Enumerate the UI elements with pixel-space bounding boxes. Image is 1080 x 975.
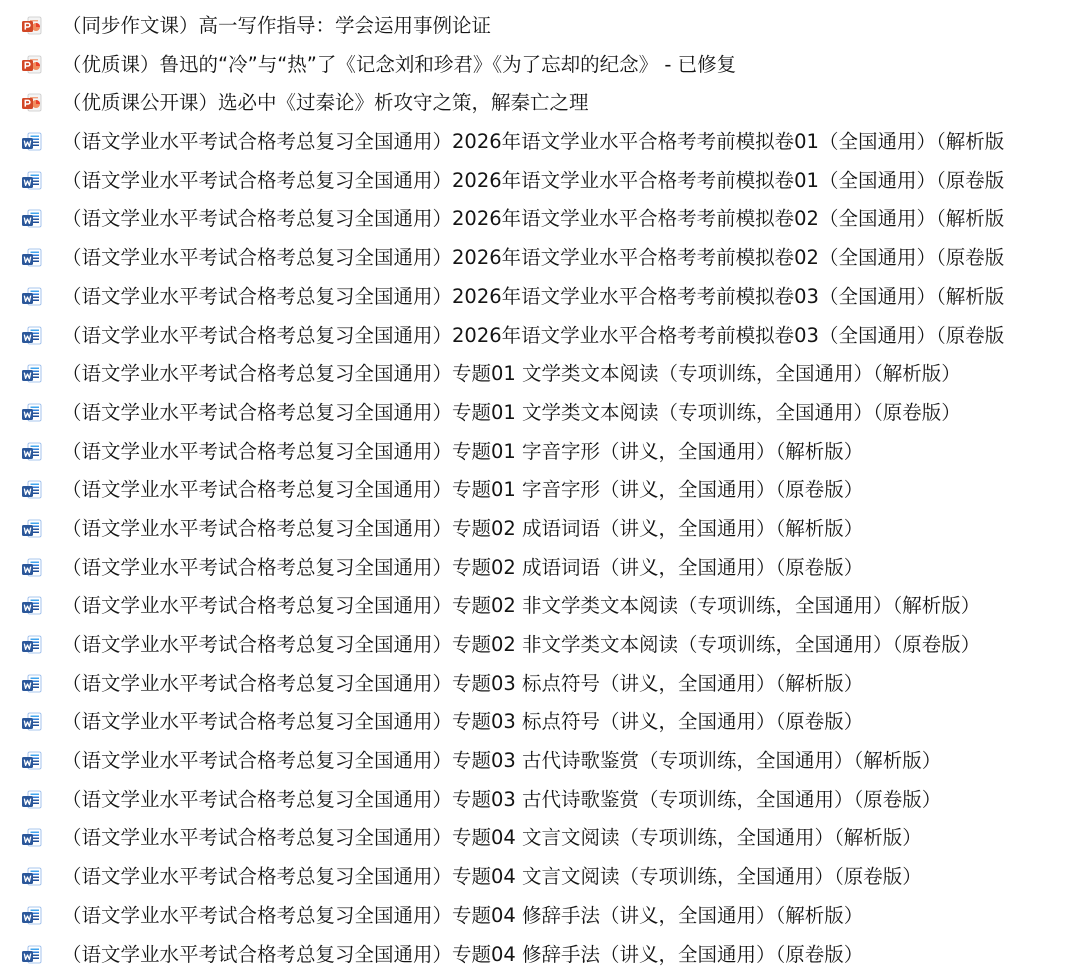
file-name: （语文学业水平考试合格考总复习全国通用）专题02 非文学类文本阅读（专项训练，全国通用）（解析版） <box>62 594 981 618</box>
file-name: （语文学业水平考试合格考总复习全国通用）专题04 修辞手法（讲义，全国通用）（解析版） <box>62 903 864 927</box>
word-file-icon <box>21 479 43 501</box>
word-file-icon <box>21 634 43 656</box>
word-file-icon <box>21 557 43 579</box>
word-file-icon <box>21 208 43 230</box>
file-name: （语文学业水平考试合格考总复习全国通用）2026年语文学业水平合格考考前模拟卷03（全国通用）（解析版 <box>62 284 1005 308</box>
file-item[interactable] <box>0 626 1080 665</box>
file-name: （优质课）鲁迅的“冷”与“热”了《记念刘和珍君》《为了忘却的纪念》 - 已修复 <box>62 52 737 76</box>
word-file-icon <box>21 673 43 695</box>
word-file-icon <box>21 170 43 192</box>
word-file-icon <box>21 789 43 811</box>
word-file-icon <box>21 750 43 772</box>
word-file-icon <box>21 944 43 966</box>
file-name: （语文学业水平考试合格考总复习全国通用）专题03 古代诗歌鉴赏（专项训练，全国通用）（解析版） <box>62 749 942 773</box>
file-name: （语文学业水平考试合格考总复习全国通用）专题02 非文学类文本阅读（专项训练，全国通用）（原卷版） <box>62 633 981 656</box>
file-name: （语文学业水平考试合格考总复习全国通用）专题03 古代诗歌鉴赏（专项训练，全国通用）（原卷版） <box>62 787 942 811</box>
file-item[interactable] <box>0 703 1080 742</box>
file-name: （同步作文课）高一写作指导：学会运用事例论证 <box>62 14 492 37</box>
file-item[interactable] <box>0 123 1080 162</box>
file-name: （语文学业水平考试合格考总复习全国通用）专题04 修辞手法（讲义，全国通用）（原卷版） <box>62 942 864 966</box>
word-file-icon <box>21 247 43 269</box>
file-item[interactable] <box>0 278 1080 317</box>
file-name: （语文学业水平考试合格考总复习全国通用）专题04 文言文阅读（专项训练，全国通用）（原卷版） <box>62 865 922 889</box>
file-item[interactable] <box>0 355 1080 394</box>
word-file-icon <box>21 363 43 385</box>
file-item[interactable] <box>0 7 1080 46</box>
file-item[interactable] <box>0 510 1080 549</box>
file-name: （语文学业水平考试合格考总复习全国通用）2026年语文学业水平合格考考前模拟卷01（全国通用）（原卷版 <box>62 168 1005 192</box>
file-item[interactable] <box>0 549 1080 588</box>
powerpoint-file-icon <box>21 15 43 37</box>
file-name: （优质课公开课）选必中《过秦论》析攻守之策，解秦亡之理 <box>62 91 589 115</box>
file-item[interactable] <box>0 317 1080 356</box>
word-file-icon <box>21 905 43 927</box>
word-file-icon <box>21 866 43 888</box>
file-name: （语文学业水平考试合格考总复习全国通用）专题03 标点符号（讲义，全国通用）（原卷版） <box>62 710 864 734</box>
file-item[interactable] <box>0 433 1080 472</box>
file-name: （语文学业水平考试合格考总复习全国通用）专题01 文学类文本阅读（专项训练，全国通用）（原卷版） <box>62 400 961 424</box>
file-name: （语文学业水平考试合格考总复习全国通用）专题01 字音字形（讲义，全国通用）（解析版） <box>62 439 864 463</box>
word-file-icon <box>21 827 43 849</box>
file-item[interactable] <box>0 46 1080 85</box>
file-name: （语文学业水平考试合格考总复习全国通用）2026年语文学业水平合格考考前模拟卷03（全国通用）（原卷版 <box>62 323 1005 347</box>
file-item[interactable] <box>0 471 1080 510</box>
file-item[interactable] <box>0 84 1080 123</box>
file-item[interactable] <box>0 897 1080 936</box>
file-item[interactable] <box>0 665 1080 704</box>
word-file-icon <box>21 131 43 153</box>
word-file-icon <box>21 518 43 540</box>
file-name: （语文学业水平考试合格考总复习全国通用）专题02 成语词语（讲义，全国通用）（解析版） <box>62 516 864 540</box>
powerpoint-file-icon <box>21 54 43 76</box>
file-item[interactable] <box>0 162 1080 201</box>
word-file-icon <box>21 402 43 424</box>
word-file-icon <box>21 325 43 347</box>
word-file-icon <box>21 286 43 308</box>
file-name: （语文学业水平考试合格考总复习全国通用）专题02 成语词语（讲义，全国通用）（原卷版） <box>62 555 864 579</box>
file-name: （语文学业水平考试合格考总复习全国通用）专题04 文言文阅读（专项训练，全国通用）（解析版） <box>62 826 922 850</box>
file-item[interactable] <box>0 239 1080 278</box>
file-name: （语文学业水平考试合格考总复习全国通用）专题03 标点符号（讲义，全国通用）（解析版） <box>62 671 864 695</box>
file-item[interactable] <box>0 819 1080 858</box>
file-item[interactable] <box>0 394 1080 433</box>
powerpoint-file-icon <box>21 92 43 114</box>
file-item[interactable] <box>0 858 1080 897</box>
file-name: （语文学业水平考试合格考总复习全国通用）2026年语文学业水平合格考考前模拟卷01（全国通用）（解析版 <box>62 130 1005 154</box>
file-name: （语文学业水平考试合格考总复习全国通用）专题01 文学类文本阅读（专项训练，全国通用）（解析版） <box>62 362 961 386</box>
file-item[interactable] <box>0 200 1080 239</box>
file-item[interactable] <box>0 742 1080 781</box>
file-name: （语文学业水平考试合格考总复习全国通用）专题01 字音字形（讲义，全国通用）（原卷版） <box>62 478 864 502</box>
file-item[interactable] <box>0 587 1080 626</box>
word-file-icon <box>21 595 43 617</box>
file-name: （语文学业水平考试合格考总复习全国通用）2026年语文学业水平合格考考前模拟卷02（全国通用）（原卷版 <box>62 246 1005 270</box>
file-item[interactable] <box>0 936 1080 975</box>
word-file-icon <box>21 711 43 733</box>
word-file-icon <box>21 441 43 463</box>
file-item[interactable] <box>0 781 1080 820</box>
file-name: （语文学业水平考试合格考总复习全国通用）2026年语文学业水平合格考考前模拟卷02（全国通用）（解析版 <box>62 207 1005 231</box>
file-list <box>0 7 1080 974</box>
